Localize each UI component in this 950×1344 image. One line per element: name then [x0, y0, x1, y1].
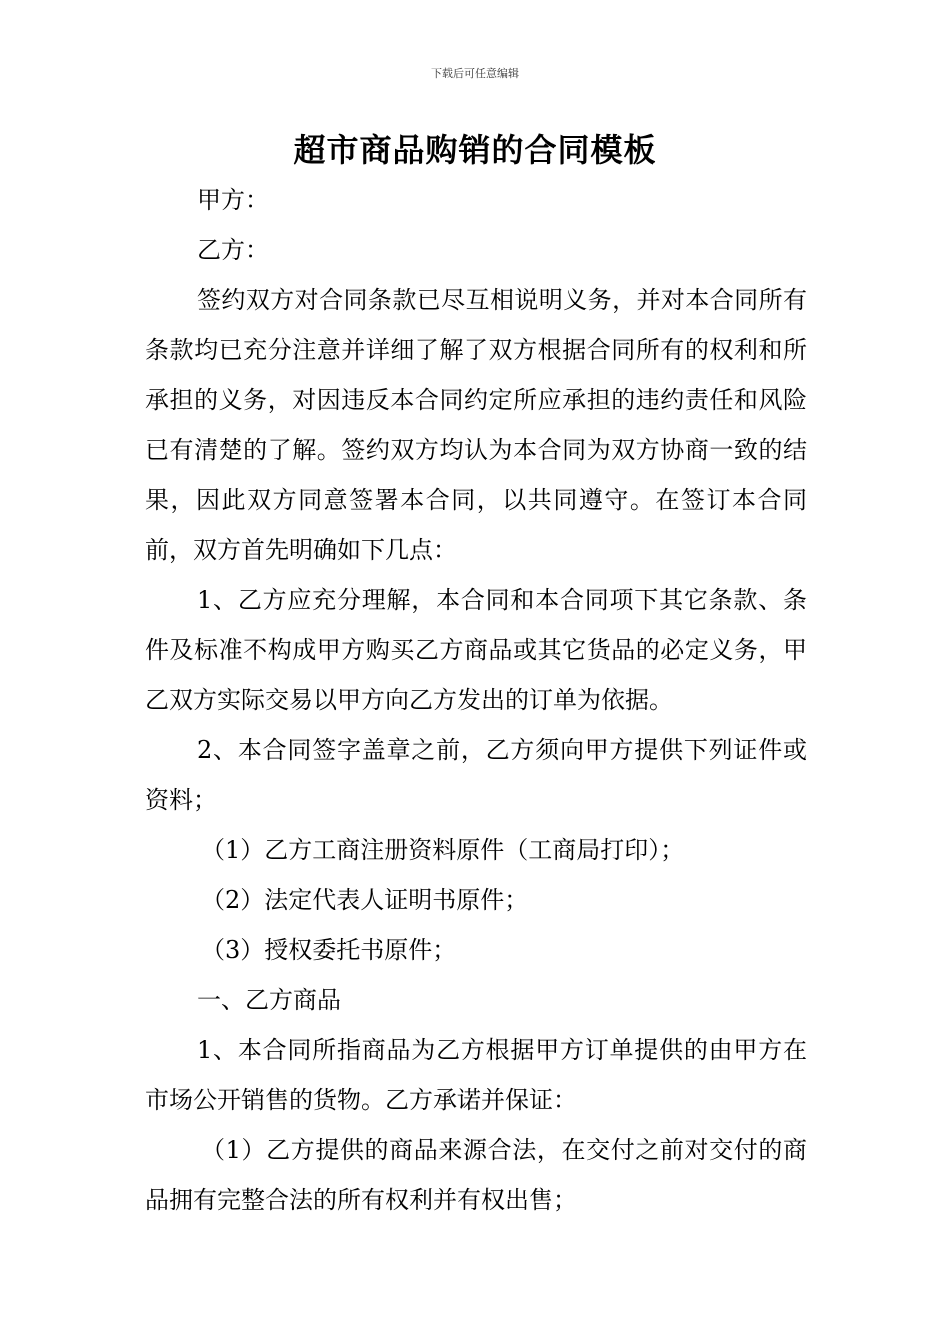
document-item-2: （2）法定代表人证明书原件；	[201, 886, 529, 914]
section-heading-1: 一、乙方商品	[197, 986, 341, 1014]
document-body	[145, 175, 807, 1225]
point-1-paragraph: 1、乙方应充分理解，本合同和本合同项下其它条款、条件及标准不构成甲方购买乙方商品或其它货品的必定义务，甲乙双方实际交易以甲方向乙方发出的订单为依据。	[145, 586, 807, 714]
section-1-clause-1: 1、本合同所指商品为乙方根据甲方订单提供的由甲方在市场公开销售的货物。乙方承诺并保证：	[145, 1036, 807, 1114]
party-b-line: 乙方：	[197, 236, 269, 264]
document-item-1: （1）乙方工商注册资料原件（工商局打印）；	[201, 836, 685, 864]
party-a-line: 甲方：	[197, 186, 269, 214]
preamble-paragraph: 签约双方对合同条款已尽互相说明义务，并对本合同所有条款均已充分注意并详细了解了双方根据合同所有的权利和所承担的义务，对因违反本合同约定所应承担的违约责任和风险已有清楚的了解。签约双方均认为本合同为双方协商一致的结果，因此双方同意签署本合同，以共同遵守。在签订本合同前，双方首先明确如下几点：	[145, 286, 807, 564]
section-1-clause-1-item-1: （1）乙方提供的商品来源合法，在交付之前对交付的商品拥有完整合法的所有权利并有权出售；	[145, 1136, 807, 1214]
document-title: 超市商品购销的合同模板	[293, 131, 657, 169]
point-2-paragraph: 2、本合同签字盖章之前，乙方须向甲方提供下列证件或资料；	[145, 736, 807, 814]
header-note: 下载后可任意编辑	[431, 67, 519, 80]
document-item-3: （3）授权委托书原件；	[201, 936, 457, 964]
